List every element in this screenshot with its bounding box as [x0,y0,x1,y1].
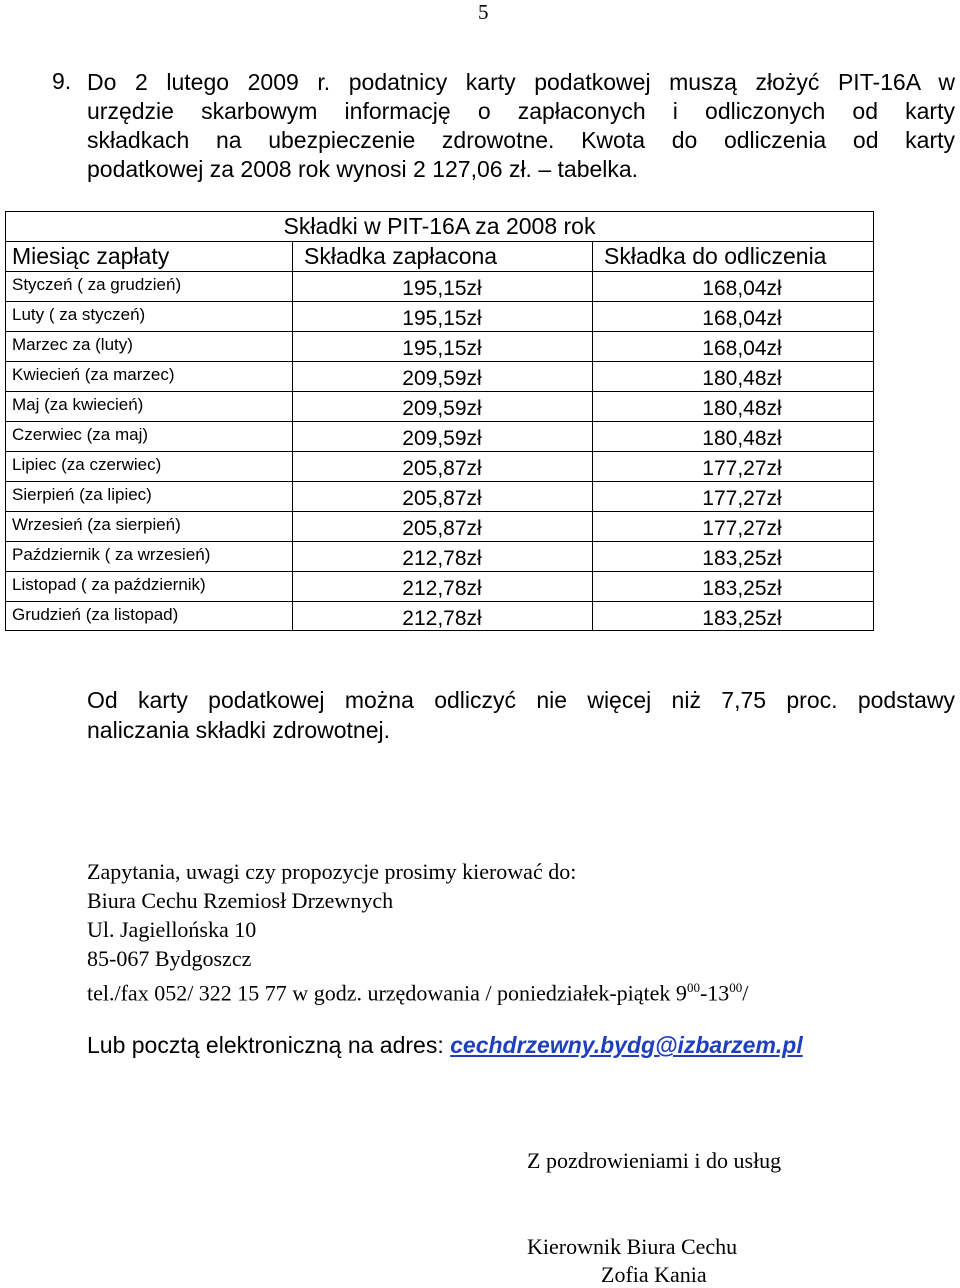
table-row [5,571,874,601]
header-paid: Składka zapłacona [304,243,498,269]
table-row-divider [5,601,874,602]
cell-month: Sierpień (za lipiec) [12,485,152,504]
hours-end-minutes: 00 [729,980,743,995]
contact-street: Ul. Jagiellońska 10 [87,917,257,942]
table-header-row [5,241,874,271]
page-number: 5 [478,0,489,24]
table-border-top [5,211,874,212]
contact-city: 85-067 Bydgoszcz [87,946,252,971]
cell-month: Maj (za kwiecień) [12,395,144,414]
table-row-divider [5,541,874,542]
cell-deductible: 180,48zł [702,427,782,450]
table-row-divider [5,421,874,422]
signer-role: Kierownik Biura Cechu [527,1234,738,1259]
cell-paid: 212,78zł [402,547,482,570]
table-row-divider [5,571,874,572]
paragraph-line-3: składkach na ubezpieczenie zdrowotne. Kwota do odliczenia od karty [87,127,955,153]
table-row [5,361,874,391]
cell-month: Czerwiec (za maj) [12,425,149,444]
contact-intro: Zapytania, uwagi czy propozycje prosimy kierować do: [87,859,577,884]
hours-separator: -13 [699,980,730,1006]
email-line [87,1032,803,1059]
cell-deductible: 168,04zł [702,337,782,360]
table-row-divider [5,391,874,392]
cell-month: Listopad ( za październik) [12,575,206,594]
cell-deductible: 183,25zł [702,547,782,570]
cell-paid: 205,87zł [402,487,482,510]
table-border-bottom [5,630,874,631]
cell-paid: 212,78zł [402,607,482,630]
item-number: 9. [52,68,72,94]
table-row [5,301,874,331]
deduction-limit-note-line-2: naliczania składki zdrowotnej. [87,717,390,743]
cell-deductible: 168,04zł [702,307,782,330]
table-row [5,331,874,361]
table-row-divider [5,451,874,452]
email-link[interactable]: cechdrzewny.bydg@izbarzem.pl [450,1032,803,1058]
cell-deductible: 177,27zł [702,517,782,540]
paragraph-line-1: Do 2 lutego 2009 r. podatnicy karty podatkowej muszą złożyć PIT-16A w [87,69,955,95]
table-column-divider [292,241,293,631]
table-row [5,391,874,421]
cell-month: Grudzień (za listopad) [12,605,179,624]
paragraph-line-2: urzędzie skarbowym informację o zapłaconych i odliczonych od karty [87,98,955,124]
cell-month: Październik ( za wrzesień) [12,545,211,564]
deduction-limit-note-line-1: Od karty podatkowej można odliczyć nie więcej niż 7,75 proc. podstawy [87,687,955,713]
table-row-divider [5,481,874,482]
table-row [5,541,874,571]
paragraph-line-4: podatkowej za 2008 rok wynosi 2 127,06 zł. – tabelka. [87,156,639,182]
cell-paid: 205,87zł [402,517,482,540]
cell-paid: 209,59zł [402,397,482,420]
cell-deductible: 168,04zł [702,277,782,300]
cell-paid: 209,59zł [402,427,482,450]
table-row [5,451,874,481]
cell-paid: 209,59zł [402,367,482,390]
hours-start-minutes: 00 [686,980,700,995]
cell-month: Luty ( za styczeń) [12,305,146,324]
email-label: Lub pocztą elektroniczną na adres: [87,1032,451,1058]
table-row-divider [5,331,874,332]
table-row [5,511,874,541]
table-title: Składki w PIT-16A za 2008 rok [283,213,596,239]
cell-paid: 205,87zł [402,457,482,480]
table-row-divider [5,361,874,362]
signer-name: Zofia Kania [601,1262,707,1287]
cell-month: Kwiecień (za marzec) [12,365,175,384]
table-row-divider [5,511,874,512]
cell-month: Wrzesień (za sierpień) [12,515,181,534]
table-row-divider [5,241,874,242]
table-row [5,601,874,631]
contact-office: Biura Cechu Rzemiosł Drzewnych [87,888,394,913]
header-deductible: Składka do odliczenia [604,243,827,269]
cell-deductible: 177,27zł [702,457,782,480]
cell-month: Styczeń ( za grudzień) [12,275,182,294]
closing-greeting: Z pozdrowieniami i do usług [527,1148,782,1173]
cell-paid: 195,15zł [402,337,482,360]
table-column-divider [592,241,593,631]
header-month: Miesiąc zapłaty [12,243,170,269]
cell-deductible: 180,48zł [702,397,782,420]
cell-month: Marzec za (luty) [12,335,133,354]
cell-paid: 195,15zł [402,307,482,330]
table-row [5,421,874,451]
cell-deductible: 177,27zł [702,487,782,510]
table-row-divider [5,271,874,272]
table-row-divider [5,301,874,302]
cell-paid: 195,15zł [402,277,482,300]
hours-suffix: / [742,980,749,1006]
contact-phone-line [87,974,748,1007]
cell-paid: 212,78zł [402,577,482,600]
cell-deductible: 180,48zł [702,367,782,390]
cell-month: Lipiec (za czerwiec) [12,455,162,474]
table-row [5,271,874,301]
cell-deductible: 183,25zł [702,577,782,600]
phone-and-hours: tel./fax 052/ 322 15 77 w godz. urzędowania / poniedziałek-piątek 9 [87,980,687,1006]
table-row [5,481,874,511]
cell-deductible: 183,25zł [702,607,782,630]
